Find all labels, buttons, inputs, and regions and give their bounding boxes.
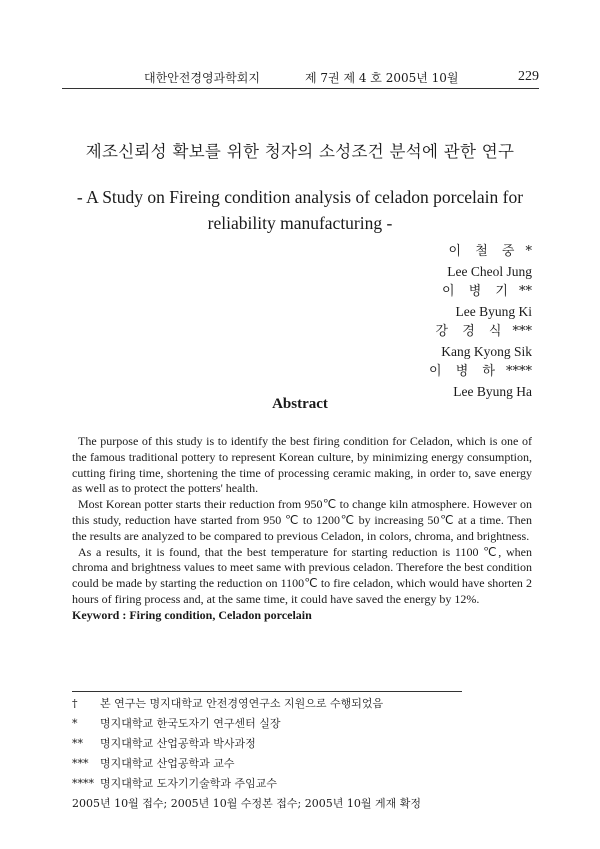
footnote xyxy=(72,734,532,754)
keywords: Keyword : Firing condition, Celadon porcelain xyxy=(72,607,312,622)
footnote-text: 명지대학교 한국도자기 연구센터 실장 xyxy=(100,717,281,730)
footnote-text: 명지대학교 산업공학과 교수 xyxy=(100,757,235,770)
abstract-paragraph: As a results, it is found, that the best temperature for starting reduction is 1100 ℃, when chroma and brightness values to meet same with previous celadon. Therefore the best condition could be made by starting the reduction on 1100℃ to fire celadon, which would have shorten 2 hours of firing process and, at the same time, it could have saved the energy by 12%. xyxy=(72,544,532,606)
footnote-rule xyxy=(72,691,462,692)
author-block xyxy=(332,242,532,402)
footnote-symbol: **** xyxy=(72,777,94,790)
footnote xyxy=(72,774,532,794)
abstract-paragraph: Most Korean potter starts their reduction from 950℃ to change kiln atmosphere. However on this study, reduction have started from 950 ℃ to 1200℃ by increasing 50℃ at a time. Then the results are analyzed to be compared to previous Celadon, in colors, chroma, and brightness. xyxy=(72,497,532,543)
journal-name: 대한안전경영과학회지 xyxy=(144,71,260,85)
author-name-english: Lee Byung Ha xyxy=(453,384,532,399)
abstract-heading: Abstract xyxy=(272,396,328,412)
author-name-korean: 이 병 기 ** xyxy=(442,284,532,299)
footnote xyxy=(72,754,532,774)
issue-info: 제 7권 제 4 호 2005년 10월 xyxy=(305,71,459,85)
affiliation-mark: *** xyxy=(512,324,532,339)
abstract-paragraph: The purpose of this study is to identify the best firing condition for Celadon, which is one of the famous traditional pottery to represent Korean culture, by minimizing energy consumption, cutting firing time, shortening the time of processing ceramic making, in order to, save energy as well as to protect the potters' health. xyxy=(72,434,532,496)
author xyxy=(332,282,532,322)
header-rule xyxy=(62,88,539,89)
page-number: 229 xyxy=(518,69,539,84)
author-name-korean: 이 병 하 **** xyxy=(429,364,532,379)
footnote-symbol: † xyxy=(72,697,78,710)
footnote xyxy=(72,694,532,714)
author-name-korean: 이 철 중 * xyxy=(448,244,532,259)
footnote-symbol: * xyxy=(72,717,78,730)
footnote-text: 본 연구는 명지대학교 안전경영연구소 지원으로 수행되었음 xyxy=(100,697,384,710)
author-name-english: Lee Byung Ki xyxy=(455,304,532,319)
footnote-symbol: *** xyxy=(72,757,89,770)
footnotes xyxy=(72,691,532,814)
author-name-english: Kang Kyong Sik xyxy=(441,344,532,359)
title-english: - A Study on Fireing condition analysis of celadon porcelain for reliability manufacturing - xyxy=(76,187,524,233)
title-korean: 제조신뢰성 확보를 위한 청자의 소성조건 분석에 관한 연구 xyxy=(85,142,515,161)
footnote-symbol: ** xyxy=(72,737,83,750)
author-name-korean: 강 경 식 *** xyxy=(435,324,532,339)
affiliation-mark: * xyxy=(525,244,532,259)
footnote-text: 명지대학교 산업공학과 박사과정 xyxy=(100,737,256,750)
submission-dates: 2005년 10월 접수; 2005년 10월 수정본 접수; 2005년 10월 게재 확정 xyxy=(72,797,421,810)
author-name-english: Lee Cheol Jung xyxy=(447,264,532,279)
running-header xyxy=(62,60,539,84)
footnote-text: 명지대학교 도자기기술학과 주임교수 xyxy=(100,777,278,790)
author xyxy=(332,322,532,362)
author xyxy=(332,242,532,282)
footnote xyxy=(72,714,532,734)
affiliation-mark: **** xyxy=(506,364,532,379)
abstract-body xyxy=(72,434,532,624)
affiliation-mark: ** xyxy=(519,284,532,299)
